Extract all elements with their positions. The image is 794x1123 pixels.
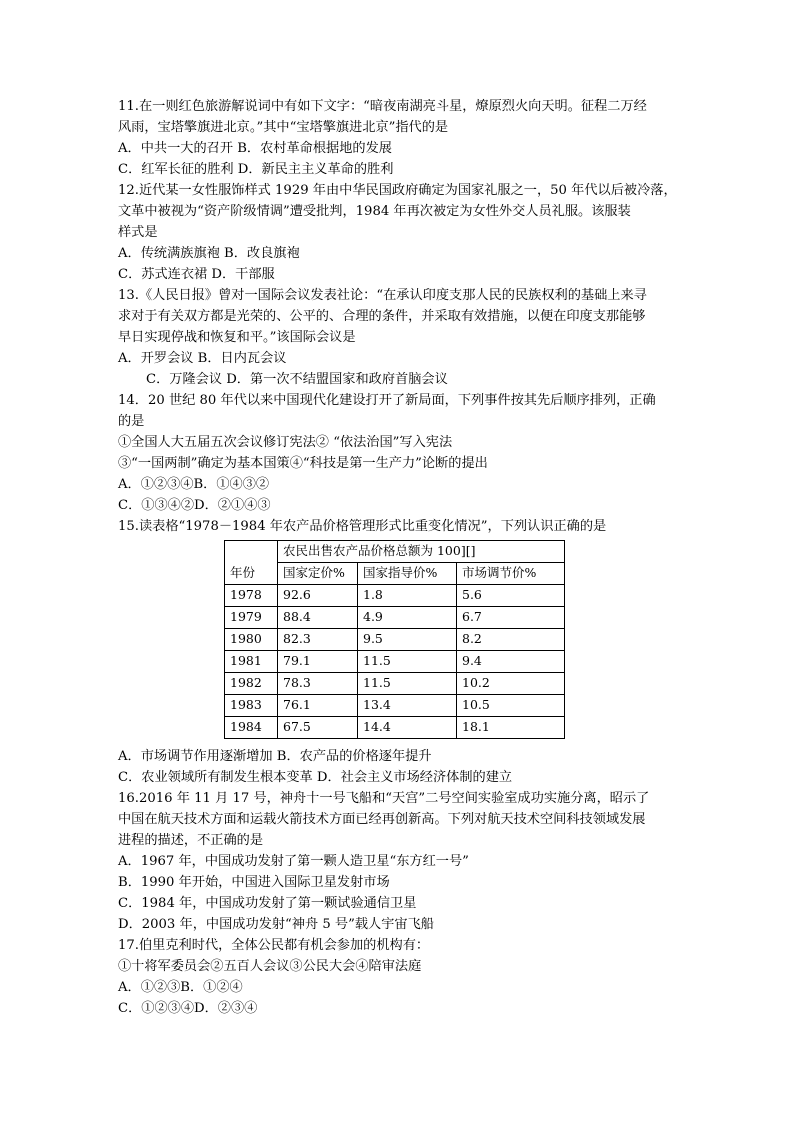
table-cell: 79.1 bbox=[278, 651, 358, 673]
answer-options: C．红军长征的胜利 D．新民主主义革命的胜利 bbox=[118, 162, 394, 177]
table-cell: 1984 bbox=[225, 717, 278, 739]
question-stem: 17.伯里克利时代，全体公民都有机会参加的机构有： bbox=[118, 938, 430, 953]
table-row bbox=[225, 673, 565, 695]
answer-option: B．1990 年开始，中国进入国际卫星发射市场 bbox=[118, 875, 390, 890]
table-cell: 9.4 bbox=[457, 651, 565, 673]
question-stem: 11.在一则红色旅游解说词中有如下文字：“暗夜南湖亮斗星，燎原烈火向天明。征程二万经 bbox=[118, 99, 647, 114]
table-header-row bbox=[225, 541, 565, 563]
table-row bbox=[225, 651, 565, 673]
table-cell: 8.2 bbox=[457, 629, 565, 651]
question-stem: 16.2016 年 11 月 17 号，神舟十一号飞船和“天宫”二号空间实验室成功实施分离，昭示了 bbox=[118, 791, 650, 806]
question-stem: 13.《人民日报》曾对一国际会议发表社论：“在承认印度支那人民的民族权利的基础上来寻 bbox=[118, 288, 647, 303]
answer-options: A．市场调节作用逐渐增加 B．农产品的价格逐年提升 bbox=[118, 749, 432, 764]
table-cell: 5.6 bbox=[457, 585, 565, 607]
table-cell: 82.3 bbox=[278, 629, 358, 651]
question-items: ①全国人大五届五次会议修订宪法② “依法治国”写入宪法 bbox=[118, 435, 453, 450]
table-cell: 10.2 bbox=[457, 673, 565, 695]
question-stem: 早日实现停战和恢复和平。”该国际会议是 bbox=[118, 330, 356, 345]
table-cell: 10.5 bbox=[457, 695, 565, 717]
table-cell: 1981 bbox=[225, 651, 278, 673]
question-stem: 风雨，宝塔擎旗进北京。”其中“宝塔擎旗进北京”指代的是 bbox=[118, 120, 449, 135]
table-row bbox=[225, 607, 565, 629]
table-row bbox=[225, 585, 565, 607]
table-cell: 76.1 bbox=[278, 695, 358, 717]
answer-option: A．1967 年，中国成功发射了第一颗人造卫星“东方红一号” bbox=[118, 854, 469, 869]
answer-options: C．农业领域所有制发生根本变革 D．社会主义市场经济体制的建立 bbox=[118, 770, 513, 785]
table-cell: 1978 bbox=[225, 585, 278, 607]
table-cell: 88.4 bbox=[278, 607, 358, 629]
table-cell: 1.8 bbox=[358, 585, 457, 607]
question-16 bbox=[118, 788, 688, 935]
table-cell: 92.6 bbox=[278, 585, 358, 607]
question-stem: 文革中被视为“资产阶级情调”遭受批判，1984 年再次被定为女性外交人员礼服。该服装 bbox=[118, 204, 631, 219]
table-cell: 1980 bbox=[225, 629, 278, 651]
table-row bbox=[225, 695, 565, 717]
table-cell: 1979 bbox=[225, 607, 278, 629]
question-17 bbox=[118, 935, 688, 1019]
answer-option: C．1984 年，中国成功发射了第一颗试验通信卫星 bbox=[118, 896, 417, 911]
table-cell: 1982 bbox=[225, 673, 278, 695]
question-items: ①十将军委员会②五百人会议③公民大会④陪审法庭 bbox=[118, 959, 422, 974]
question-stem: 进程的描述，不正确的是 bbox=[118, 833, 264, 848]
answer-options: A．开罗会议 B．日内瓦会议 bbox=[118, 351, 287, 366]
answer-options: A．①②③④B．①④③② bbox=[118, 477, 270, 492]
answer-option: D．2003 年，中国成功发射“神舟 5 号”载人宇宙飞船 bbox=[118, 917, 434, 932]
question-stem: 的是 bbox=[118, 414, 145, 429]
table-cell: 13.4 bbox=[358, 695, 457, 717]
table-cell: 67.5 bbox=[278, 717, 358, 739]
answer-options: A．中共一大的召开 B．农村革命根据地的发展 bbox=[118, 141, 392, 156]
question-12 bbox=[118, 180, 688, 285]
table-cell: 11.5 bbox=[358, 651, 457, 673]
table-cell: 14.4 bbox=[358, 717, 457, 739]
column-header: 市场调节价% bbox=[457, 563, 565, 585]
column-header: 国家指导价% bbox=[358, 563, 457, 585]
table-cell: 18.1 bbox=[457, 717, 565, 739]
exam-page bbox=[118, 96, 688, 1019]
price-table bbox=[224, 540, 565, 739]
column-header: 国家定价% bbox=[278, 563, 358, 585]
answer-options: C．①②③④D．②③④ bbox=[118, 1001, 258, 1016]
table-cell: 4.9 bbox=[358, 607, 457, 629]
table-cell: 9.5 bbox=[358, 629, 457, 651]
answer-options: C．苏式连衣裙 D．干部服 bbox=[118, 267, 275, 282]
question-stem: 15.读表格“1978－1984 年农产品价格管理形式比重变化情况”，下列认识正确的是 bbox=[118, 519, 607, 534]
table-row bbox=[225, 629, 565, 651]
question-stem: 12.近代某一女性服饰样式 1929 年由中华民国政府确定为国家礼服之一，50 年代以后被冷落， bbox=[118, 183, 677, 198]
table-cell: 11.5 bbox=[358, 673, 457, 695]
answer-options: C．万隆会议 D．第一次不结盟国家和政府首脑会议 bbox=[146, 372, 448, 387]
table-cell: 1983 bbox=[225, 695, 278, 717]
question-14 bbox=[118, 390, 688, 516]
table-cell: 6.7 bbox=[457, 607, 565, 629]
table-row bbox=[225, 717, 565, 739]
question-13 bbox=[118, 285, 688, 390]
question-stem: 中国在航天技术方面和运载火箭技术方面已经再创新高。下列对航天技术空间科技领域发展 bbox=[118, 812, 646, 827]
question-stem: 求对于有关双方都是光荣的、公平的、合理的条件，并采取有效措施，以便在印度支那能够 bbox=[118, 309, 646, 324]
question-11 bbox=[118, 96, 688, 180]
answer-options: C．①③④②D．②①④③ bbox=[118, 498, 271, 513]
table-cell: 78.3 bbox=[278, 673, 358, 695]
group-header: 农民出售农产品价格总额为 100][] bbox=[278, 541, 565, 563]
question-items: ③“一国两制”确定为基本国策④“科技是第一生产力”论断的提出 bbox=[118, 456, 488, 471]
question-15 bbox=[118, 516, 688, 788]
answer-options: A．①②③B．①②④ bbox=[118, 980, 243, 995]
answer-options: A．传统满族旗袍 B．改良旗袍 bbox=[118, 246, 300, 261]
question-stem: 样式是 bbox=[118, 225, 158, 240]
question-stem: 14．20 世纪 80 年代以来中国现代化建设打开了新局面，下列事件按其先后顺序排列，正确 bbox=[118, 393, 656, 408]
year-header: 年份 bbox=[225, 541, 278, 585]
